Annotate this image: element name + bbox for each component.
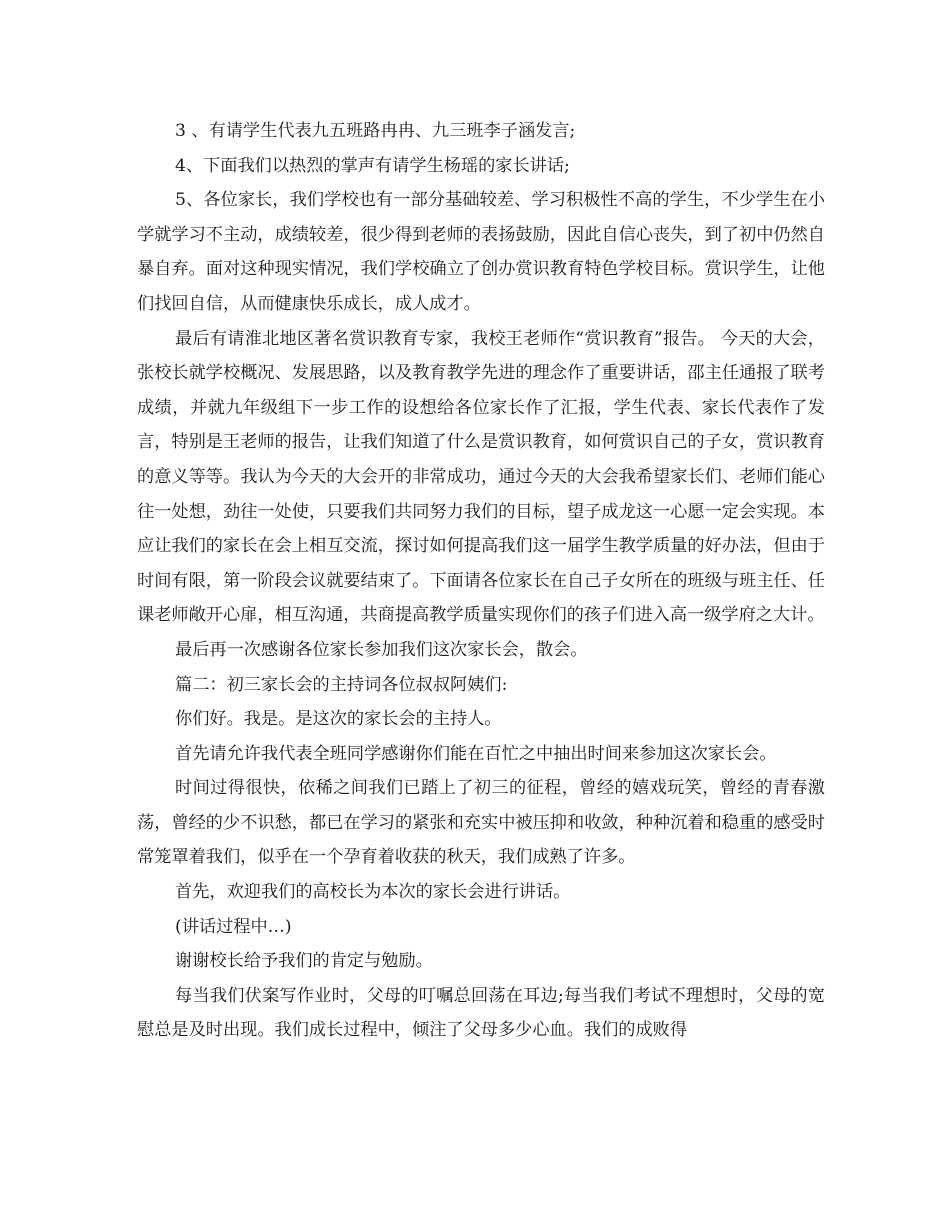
paragraph-closing-thanks: 最后再一次感谢各位家长参加我们这次家长会，散会。 xyxy=(175,639,588,660)
paragraph-principal-welcome: 首先，欢迎我们的高校长为本次的家长会进行讲话。 xyxy=(175,882,571,903)
paragraph-parents-care: 每当我们伏案写作业时，父母的叮嘱总回荡在耳边;每当我们考试不理想时，父母的宽慰总是及时出现。我们成长过程中，倾注了父母多少心血。我们的成败得 xyxy=(137,985,825,1041)
paragraph-section-two-heading: 篇二：初三家长会的主持词各位叔叔阿姨们: xyxy=(175,674,508,695)
paragraph-speaker-students: 3 、有请学生代表九五班路冉冉、九三班李子涵发言; xyxy=(175,121,576,141)
paragraph-grade-three-reflection: 时间过得很快，依稀之间我们已踏上了初三的征程，曾经的嬉戏玩笑，曾经的青春激荡，曾经的少不识愁，都已在学习的紧张和充实中被压抑和收敛，种种沉着和稳重的感受时常笼罩着我们，似乎在一个孕育着收获的秋天，我们成熟了许多。 xyxy=(137,778,825,868)
document-body xyxy=(137,114,825,1048)
paragraph-meeting-summary: 最后有请淮北地区著名赏识教育专家，我校王老师作“赏识教育”报告。 今天的大会，张校长就学校概况、发展思路，以及教育教学先进的理念作了重要讲话，邵主任通报了联考成绩，并就九年级组下一步工作的设想给各位家长作了汇报，学生代表、家长代表作了发言，特别是王老师的报告，让我们知道了什么是赏识教育，如何赏识自己的子女，赏识教育的意义等等。我认为今天的大会开的非常成功，通过今天的大会我希望家长们、老师们能心往一处想，劲往一处使，只要我们共同努力我们的目标，望子成龙这一心愿一定会实现。本应让我们的家长在会上相互交流，探讨如何提高我们这一届学生教学质量的好办法，但由于时间有限，第一阶段会议就要结束了。下面请各位家长在自己子女所在的班级与班主任、任课老师敞开心扉，相互沟通，共商提高教学质量实现你们的孩子们进入高一级学府之大计。 xyxy=(137,328,825,626)
paragraph-thanks-attendance: 首先请允许我代表全班同学感谢你们能在百忙之中抽出时间来参加这次家长会。 xyxy=(175,743,777,764)
paragraph-parent-speech: 4、下面我们以热烈的掌声有请学生杨瑶的家长讲话; xyxy=(175,155,570,176)
paragraph-appreciation-education-intro: 5、各位家长，我们学校也有一部分基础较差、学习积极性不高的学生，不少学生在小学就学习不主动，成绩较差，很少得到老师的表扬鼓励，因此自信心丧失，到了初中仍然自暴自弃。面对这种现实情况，我们学校确立了创办赏识教育特色学校目标。赏识学生，让他们找回自信，从而健康快乐成长，成人成才。 xyxy=(137,190,825,314)
paragraph-thank-principal: 谢谢校长给予我们的肯定与勉励。 xyxy=(175,951,433,972)
paragraph-greeting: 你们好。我是。是这次的家长会的主持人。 xyxy=(175,709,502,730)
paragraph-speech-in-progress: (讲话过程中…) xyxy=(175,916,292,937)
